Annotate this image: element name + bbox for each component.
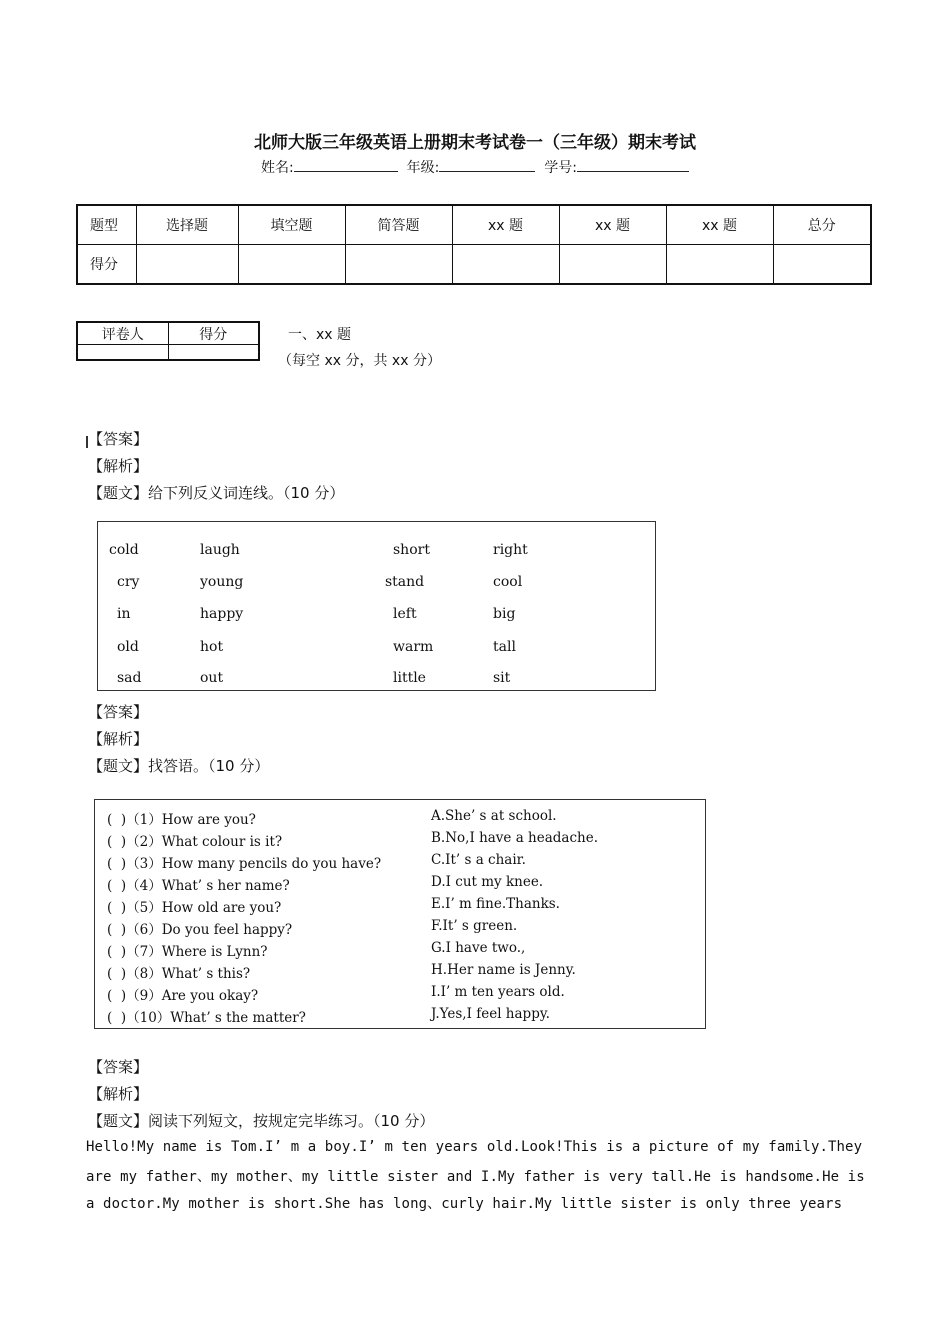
matching-box [94,799,706,1029]
score-cell[interactable] [773,245,871,285]
question-item: ( )（2）What colour is it? [107,834,283,850]
section-title: 一、xx 题 [288,327,352,343]
answer-option: D.I cut my knee. [431,874,544,890]
grade-blank[interactable] [439,157,535,172]
exam-title: 北师大版三年级英语上册期末考试卷一（三年级）期末考试 [254,133,696,153]
id-blank[interactable] [577,157,689,172]
question-item: ( )（3）How many pencils do you have? [107,856,382,872]
grader-score-cell[interactable] [168,345,259,361]
name-label: 姓名: [261,160,294,176]
q3-answer-label: 【答案】 [88,1058,149,1076]
q2-analysis-label: 【解析】 [88,730,149,748]
question-item: ( )（10）What’ s the matter? [107,1010,306,1026]
passage-line: Hello!My name is Tom.I’ m a boy.I’ m ten years old.Look!This is a picture of my family.They [86,1139,863,1155]
id-label: 学号: [544,160,577,176]
grader-table [76,321,260,361]
word: cool [493,574,523,590]
word: right [493,542,528,558]
word: happy [200,606,244,622]
answer-option: C.It’ s a chair. [431,852,526,868]
word: young [200,574,244,590]
grade-label: 年级: [406,160,440,176]
word: tall [493,639,516,655]
q3-analysis-label: 【解析】 [88,1085,149,1103]
word: cold [109,542,139,558]
q3-stem: 【题文】阅读下列短文，按规定完毕练习。（10 分） [88,1112,435,1130]
grader-cell[interactable] [77,345,168,361]
answer-option: A.She’ s at school. [431,808,557,824]
word: little [393,670,426,686]
score-row-label: 得分 [77,245,136,285]
score-cell[interactable] [559,245,666,285]
score-header-cell: xx 题 [452,205,559,245]
q1-stem: 【题文】给下列反义词连线。（10 分） [88,484,345,502]
answer-option: F.It’ s green. [431,918,518,934]
question-item: ( )（8）What’ s this? [107,966,251,982]
word: stand [385,574,425,590]
grader-label: 评卷人 [77,322,168,345]
score-cell[interactable] [136,245,238,285]
word: laugh [200,542,240,558]
word: big [493,606,516,622]
word: warm [393,639,434,655]
grader-score-label: 得分 [168,322,259,345]
score-header-cell: 总分 [773,205,871,245]
score-header-cell: 题型 [77,205,136,245]
antonym-word-box [97,521,656,691]
answer-option: B.No,I have a headache. [431,830,599,846]
score-cell[interactable] [666,245,773,285]
word: in [117,606,131,622]
question-item: ( )（4）What’ s her name? [107,878,290,894]
answer-option: I.I’ m ten years old. [431,984,565,1000]
question-item: ( )（1）How are you? [107,812,256,828]
question-item: ( )（5）How old are you? [107,900,282,916]
score-cell[interactable] [345,245,452,285]
passage-line: a doctor.My mother is short.She has long、curly hair.My little sister is only three years [86,1196,843,1212]
word: cry [117,574,140,590]
word: out [200,670,224,686]
score-header-cell: xx 题 [559,205,666,245]
score-table-header-row [77,205,871,245]
word: hot [200,639,224,655]
answer-option: G.I have two., [431,940,526,956]
score-header-cell: xx 题 [666,205,773,245]
score-table-score-row [77,245,871,285]
passage-line: are my father、my mother、my little sister and I.My father is very tall.He is handsome.He is [86,1169,865,1185]
score-table [76,204,872,285]
section-subtitle: （每空 xx 分，共 xx 分） [278,353,441,369]
student-info-line [0,157,950,177]
word: left [393,606,417,622]
q2-answer-label: 【答案】 [88,703,149,721]
question-item: ( )（6）Do you feel happy? [107,922,293,938]
q1-analysis-label: 【解析】 [88,457,149,475]
word: sad [117,670,142,686]
name-blank[interactable] [294,157,398,172]
word: sit [493,670,511,686]
word: old [117,639,139,655]
score-cell[interactable] [238,245,345,285]
question-item: ( )（9）Are you okay? [107,988,259,1004]
answer-option: E.I’ m fine.Thanks. [431,896,560,912]
score-header-cell: 简答题 [345,205,452,245]
word: short [393,542,430,558]
score-cell[interactable] [452,245,559,285]
answer-option: H.Her name is Jenny. [431,962,576,978]
question-item: ( )（7）Where is Lynn? [107,944,268,960]
score-header-cell: 填空题 [238,205,345,245]
q1-answer-label: 【答案】 [88,430,149,448]
q2-stem: 【题文】找答语。（10 分） [88,757,270,775]
answer-option: J.Yes,I feel happy. [431,1006,550,1022]
score-header-cell: 选择题 [136,205,238,245]
